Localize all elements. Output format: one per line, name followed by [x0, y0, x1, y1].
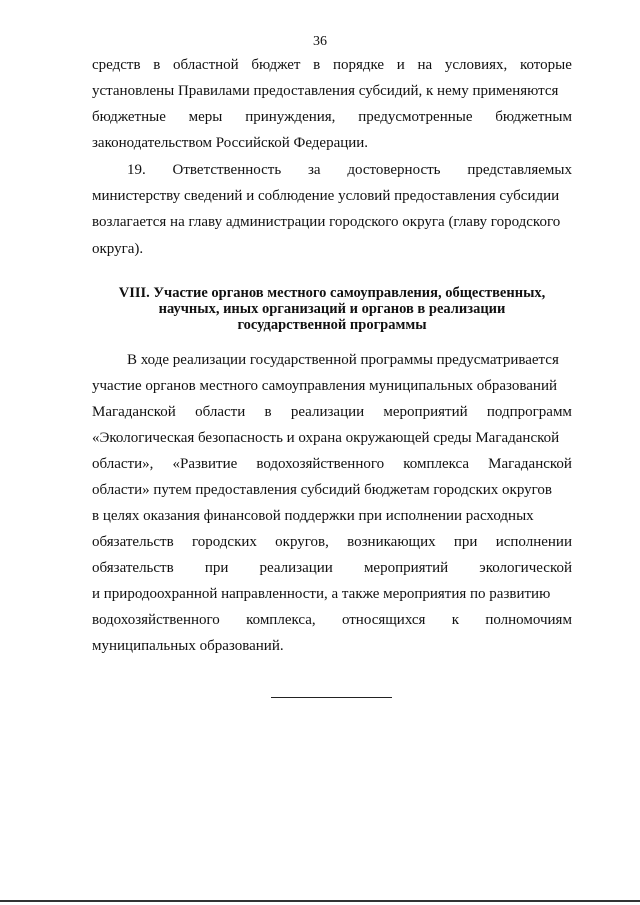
word: городских: [191, 534, 257, 550]
word: области»,: [92, 456, 154, 472]
word: принуждения,: [245, 109, 336, 125]
word: к: [451, 612, 460, 628]
paragraph-main-line-6: области» путем предоставления субсидий бюджетам городских округов: [92, 482, 552, 498]
word: условиях,: [444, 57, 508, 73]
word: экологической: [479, 560, 572, 576]
word: при: [204, 560, 229, 576]
paragraph-main-line-1: В ходе реализации государственной программы предусматривается: [127, 352, 559, 368]
paragraph-top-line-2: установлены Правилами предоставления субсидий, к нему применяются: [92, 83, 559, 99]
word: в: [313, 57, 321, 73]
end-divider-line: [271, 697, 392, 698]
word: за: [307, 162, 321, 178]
section-heading-line-1: VIII. Участие органов местного самоуправления, общественных,: [118, 285, 546, 301]
paragraph-main-line-7: в целях оказания финансовой поддержки при исполнении расходных: [92, 508, 534, 524]
word: обязательств: [92, 534, 174, 550]
word: обязательств: [92, 560, 174, 576]
word: областной: [173, 57, 239, 73]
word: Магаданской: [92, 404, 176, 420]
word: комплекса,: [246, 612, 316, 628]
paragraph-top-line-4: законодательством Российской Федерации.: [92, 135, 369, 151]
word: меры: [188, 109, 223, 125]
paragraph-main-line-12: муниципальных образований.: [92, 638, 284, 654]
word: мероприятий: [383, 404, 468, 420]
word: исполнении: [495, 534, 572, 550]
word: предусмотренные: [358, 109, 473, 125]
word: комплекса: [403, 456, 470, 472]
page-number: 36: [313, 34, 327, 49]
word: области: [195, 404, 246, 420]
section-heading-line-2: научных, иных организаций и органов в реализации: [158, 301, 506, 317]
word: полномочиям: [485, 612, 572, 628]
word: которые: [519, 57, 572, 73]
word: возникающих: [347, 534, 436, 550]
word: «Развитие: [172, 456, 238, 472]
paragraph-19-line-3: возлагается на главу администрации городского округа (главу городского: [92, 214, 561, 230]
word: Ответственность: [172, 162, 282, 178]
word: реализации: [259, 560, 333, 576]
word: порядке: [332, 57, 385, 73]
word: при: [453, 534, 478, 550]
scan-bottom-edge: [0, 900, 640, 902]
word: достоверность: [347, 162, 441, 178]
word: реализации: [290, 404, 365, 420]
word: относящихся: [341, 612, 426, 628]
paragraph-main-line-8: [92, 533, 572, 551]
paragraph-main-line-9: [92, 559, 572, 577]
word: бюджет: [251, 57, 301, 73]
word: мероприятий: [363, 560, 449, 576]
paragraph-main-line-5: [92, 455, 572, 473]
word: и: [396, 57, 405, 73]
paragraph-top-line-3: [92, 108, 572, 126]
word: водохозяйственного: [256, 456, 385, 472]
word: Магаданской: [488, 456, 572, 472]
word: подпрограмм: [486, 404, 572, 420]
paragraph-main-line-2: участие органов местного самоуправления муниципальных образований: [92, 378, 557, 394]
clause-number: 19.: [127, 162, 146, 178]
paragraph-main-line-11: [92, 611, 572, 629]
paragraph-main-line-10: и природоохранной направленности, а также мероприятия по развитию: [92, 586, 551, 602]
word: средств: [92, 57, 141, 73]
word: в: [264, 404, 272, 420]
word: округов,: [275, 534, 329, 550]
word: на: [417, 57, 433, 73]
paragraph-19-line-2: министерству сведений и соблюдение условий предоставления субсидии: [92, 188, 560, 204]
word: представляемых: [467, 162, 572, 178]
section-heading-line-3: государственной программы: [237, 317, 427, 333]
word: водохозяйственного: [92, 612, 220, 628]
paragraph-top-line-1: [92, 56, 572, 74]
word: в: [153, 57, 161, 73]
word: бюджетные: [92, 109, 166, 125]
paragraph-19-line-4: округа).: [92, 241, 144, 257]
word: бюджетным: [495, 109, 572, 125]
paragraph-main-line-3: [92, 403, 572, 421]
paragraph-main-line-4: «Экологическая безопасность и охрана окружающей среды Магаданской: [92, 430, 560, 446]
paragraph-19-line-1: [127, 161, 572, 179]
